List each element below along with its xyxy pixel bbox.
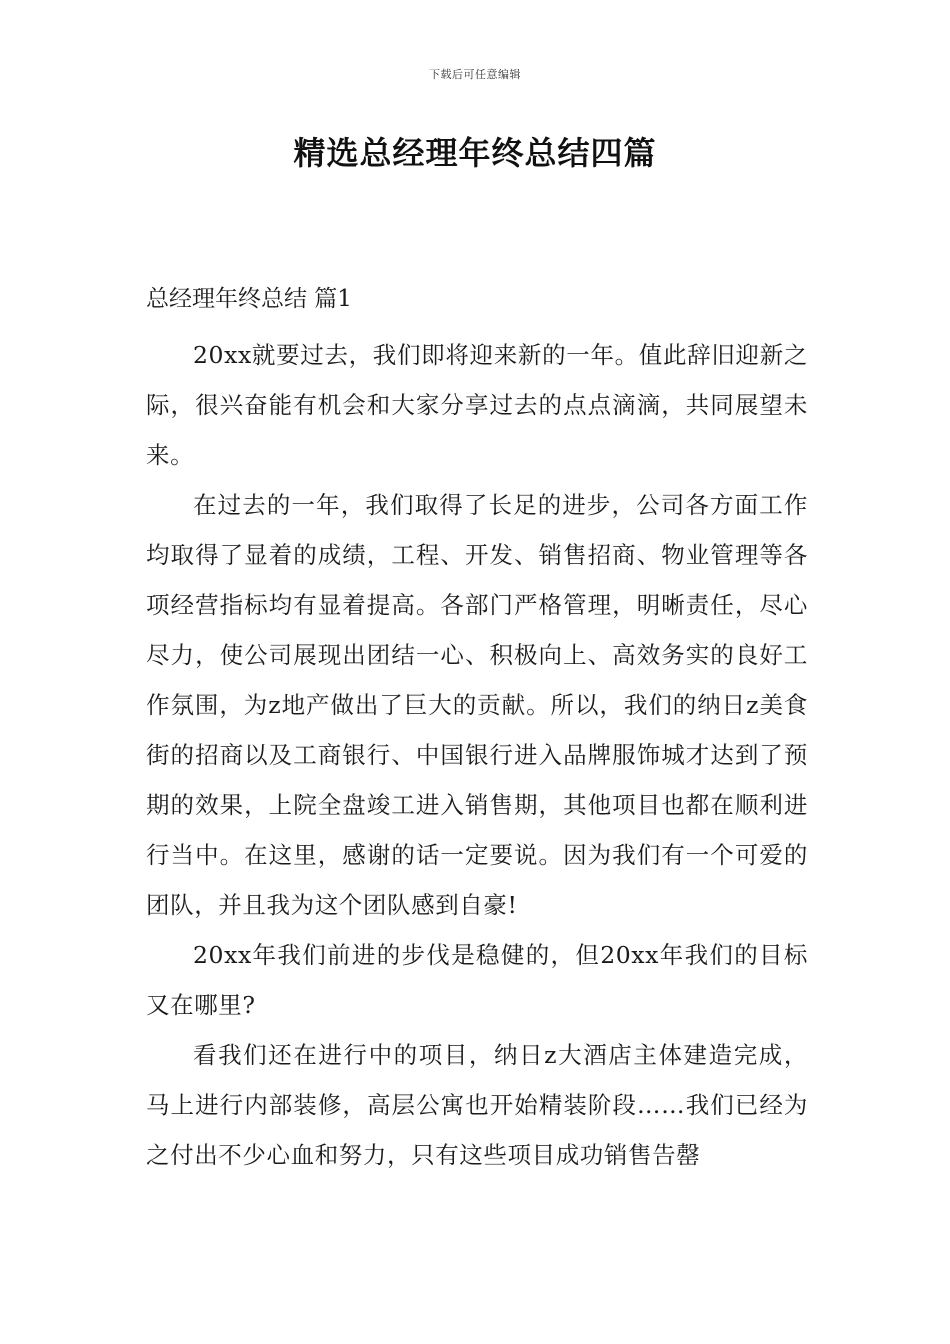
header-note: 下载后可任意编辑 <box>429 68 521 81</box>
paragraph-2: 在过去的一年，我们取得了长足的进步，公司各方面工作均取得了显着的成绩，工程、开发、销售招商、物业管理等各项经营指标均有显着提高。各部门严格管理，明晰责任，尽心尽力，使公司展现出团结一心、积极向上、高效务实的良好工作氛围，为z地产做出了巨大的贡献。所以，我们的纳日z美食街的招商以及工商银行、中国银行进入品牌服饰城才达到了预期的效果，上院全盘竣工进入销售期，其他项目也都在顺利进行当中。在这里，感谢的话一定要说。因为我们有一个可爱的团队，并且我为这个团队感到自豪! <box>146 491 808 919</box>
paragraph-4: 看我们还在进行中的项目，纳日z大酒店主体建造完成，马上进行内部装修，高层公寓也开始精装阶段……我们已经为之付出不少心血和努力，只有这些项目成功销售告罄 <box>146 1041 808 1169</box>
paragraph-1: 20xx就要过去，我们即将迎来新的一年。值此辞旧迎新之际，很兴奋能有机会和大家分享过去的点点滴滴，共同展望未来。 <box>146 341 808 469</box>
document-body <box>146 280 808 1180</box>
paragraph-3: 20xx年我们前进的步伐是稳健的，但20xx年我们的目标又在哪里? <box>146 941 808 1019</box>
section-heading: 总经理年终总结 篇1 <box>146 286 352 312</box>
document-title: 精选总经理年终总结四篇 <box>293 134 657 172</box>
